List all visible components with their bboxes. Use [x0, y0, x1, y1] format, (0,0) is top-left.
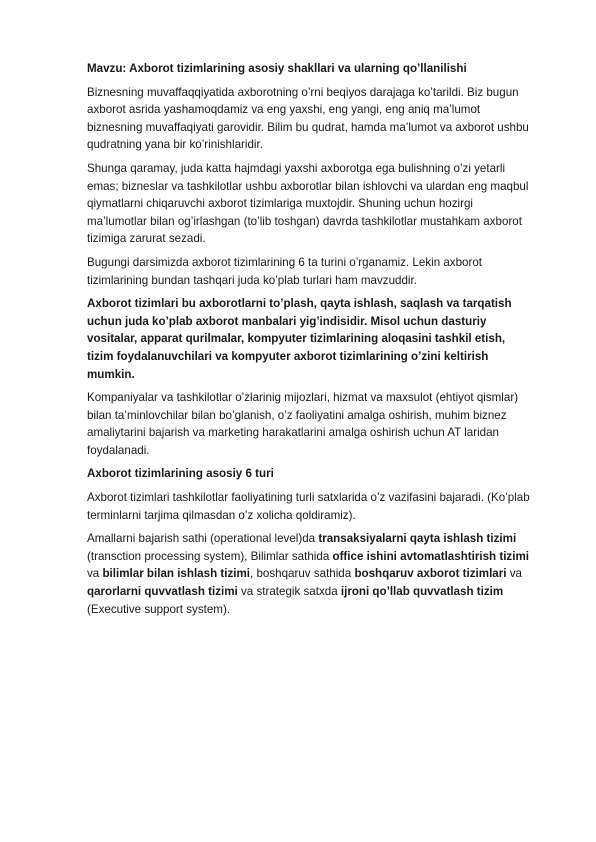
text-run: Amallarni bajarish sathi (operational level)da — [87, 532, 319, 546]
paragraph-definition: Axborot tizimlari bu axborotlarni to’plash, qayta ishlash, saqlash va tarqatish uchun juda ko’plab axborot manbalari yig’indisidir. Misol uchun dasturiy vositalar, apparat qurilmalar, kompyuter tizimlarining aloqasini tashkil etish, tizim foydalanuvchilari va kompyuter axborot tizimlarining o’zini keltirish mumkin. — [87, 297, 512, 381]
paragraph-levels: Axborot tizimlari tashkilotlar faoliyatining turli satxlarida o’z vazifasini bajaradi. (Ko’plab terminlarni tarjima qilmasdan o’z xolicha qoldiramiz). — [87, 491, 530, 522]
text-run: , boshqaruv sathida — [250, 567, 355, 581]
paragraph-systems — [87, 530, 532, 618]
section-heading: Axborot tizimlarining asosiy 6 turi — [87, 467, 274, 481]
paragraph-usage: Kompaniyalar va tashkilotlar o’zlarinig mijozlari, hizmat va maxsulot (ehtiyot qismlar) bilan ta’minlovchilar bilan bo’glanish, o’z faoliyatini amalga oshirish, muhim biznez amaliytarini bajarish va marketing harakatlarini amalga oshirish uchun AT laridan foydalanadi. — [87, 391, 519, 457]
document-title: Mavzu: Axborot tizimlarining asosiy shakllari va ularning qo’llanilishi — [87, 62, 467, 75]
term-knowledge-work: bilimlar bilan ishlash tizimi — [102, 567, 251, 581]
term-office-automation: office ishini avtomatlashtirish tizimi — [332, 549, 529, 563]
paragraph-intro: Biznesning muvaffaqqiyatida axborotning o’rni beqiyos darajaga ko’tarildi. Biz bugun axborot asrida yashamoqdamiz va eng yaxshi, eng yangi, eng aniq ma’lumot biznesning muvaffaqiyati garovidir. Bilim bu qudrat, hamda ma’lumot va axborot ushbu qudratning yana bir ko’rinishlaridir. — [87, 85, 529, 152]
term-dss: qarorlarni quvvatlash tizimi — [87, 585, 238, 599]
term-ess: ijroni qo’llab quvvatlash tizim — [340, 585, 504, 599]
document-page — [87, 60, 532, 624]
text-run: (transction processing system), Bilimlar sathida — [87, 549, 333, 563]
term-tps: transaksiyalarni qayta ishlash tizimi — [318, 532, 517, 546]
text-run: (Executive support system). — [87, 602, 231, 616]
text-run: va — [87, 567, 103, 581]
paragraph-lesson: Bugungi darsimizda axborot tizimlarining 6 ta turini o’rganamiz. Lekin axborot tizimlarining bundan tashqari juda ko’plab turlari ham mavzuddir. — [87, 255, 483, 287]
text-run: va — [506, 567, 522, 581]
paragraph-need: Shunga qaramay, juda katta hajmdagi yaxshi axborotga ega bulishning o’zi yetarli emas; bizneslar va tashkilotlar ushbu axborotlar bilan ishlovchi va ulardan eng maqbul qiymatlarni chiqaruvchi axborot tizimlariga muxtojdir. Shuning uchun hozirgi ma’lumotlar bilan og’irlashgan (to’lib toshgan) davrda tashkilotlar mustahkam axborot tizimiga zarurat sezadi. — [87, 161, 529, 246]
text-run: va strategik satxda — [237, 585, 341, 599]
term-mis: boshqaruv axborot tizimlari — [354, 567, 507, 581]
